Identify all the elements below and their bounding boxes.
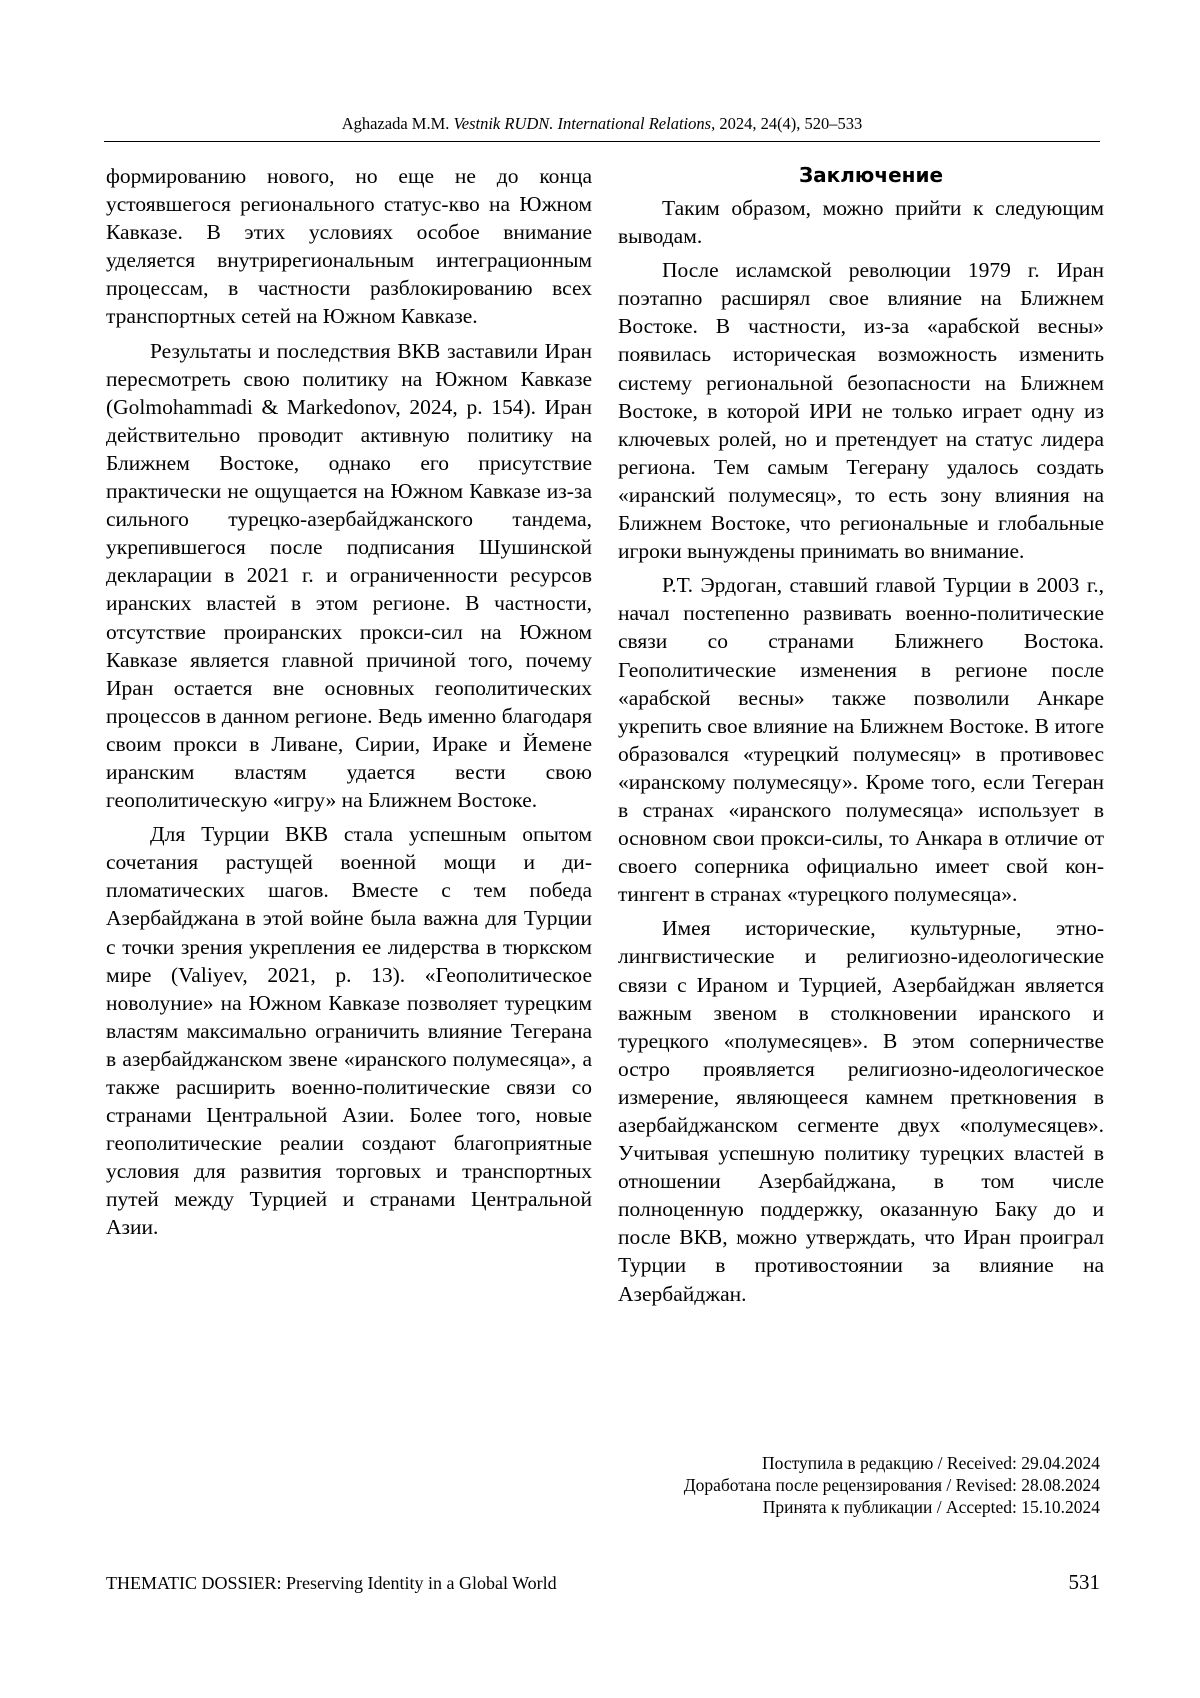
left-column bbox=[106, 162, 592, 1248]
left-paragraph-3: Для Турции ВКВ стала успешным опытом сочетания растущей военной мощи и дипломатических шагов. Вместе с тем победа Азербайджана в этой войне была важна для Турции с точки зрения укрепления ее лидерства в тюркском мире (Valiyev, 2021, p. 13). «Геополитическое новолуние» на Южном Кавказе позволяет турецким властям максимально ограничить влияние Тегерана в азербайджанском звене «иранского полумесяца», а также расширить военно-политические связи со странами Центральной Азии. Более того, новые геополитические реалии создают благоприятные условия для развития торговых и транспортных путей между Турцией и странами Центральной Азии. bbox=[106, 822, 592, 1240]
footer-dossier: THEMATIC DOSSIER: Preserving Identity in a Global World bbox=[106, 1573, 557, 1593]
header-details: , 2024, 24(4), 520–533 bbox=[711, 114, 863, 133]
page-number: 531 bbox=[1068, 1570, 1100, 1594]
right-paragraph-1: Таким образом, можно прийти к следующим выводам. bbox=[618, 196, 1104, 249]
right-column bbox=[618, 162, 1104, 1314]
right-paragraph-4: Имея исторические, культурные, этнолингвистические и религиозно-идеологические связи с Ираном и Турцией, Азербайджан является важным звеном в столкновении иранского и турецкого «полумесяцев». В этом соперничестве остро проявляется религиозно-идеологическое измерение, являющееся камнем преткновения в азербайджанском сегменте двух «полумесяцев». Учитывая успешную политику турецких властей в отношении Азербайджана, в том числе полноценную поддержку, оказанную Баку до и после ВКВ, можно утверждать, что Иран проиграл Турции в противостоянии за влияние на Азербайджан. bbox=[618, 916, 1104, 1306]
header-rule bbox=[104, 141, 1100, 142]
date-received: Поступила в редакцию / Received: 29.04.2024 bbox=[762, 1453, 1100, 1473]
conclusion-heading: Заключение bbox=[798, 163, 944, 187]
date-revised: Доработана после рецензирования / Revised: 28.08.2024 bbox=[683, 1475, 1100, 1495]
header-author: Aghazada M.M. bbox=[341, 114, 450, 133]
header-journal: Vestnik RUDN. International Relations bbox=[453, 114, 712, 133]
article-dates bbox=[684, 1452, 1100, 1518]
running-header bbox=[104, 114, 1100, 134]
right-paragraph-3: Р.Т. Эрдоган, ставший главой Турции в 2003 г., начал постепенно развивать военно-политические связи со странами Ближнего Востока. Геополитические изменения в регионе после «арабской весны» также позволили Анкаре укрепить свое влияние на Ближнем Востоке. В итоге образовался «турецкий полумесяц» в противовес «иранскому полумесяцу». Кроме того, если Тегеран в странах «иранского полумесяца» использует в основном свои прокси-силы, то Анкара в отличие от своего соперника официально имеет свой контингент в странах «турецкого полумесяца». bbox=[618, 573, 1104, 907]
date-accepted: Принята к публикации / Accepted: 15.10.2024 bbox=[762, 1497, 1100, 1517]
left-paragraph-2: Результаты и последствия ВКВ заставили Иран пересмотреть свою политику на Южном Кавказе (Golmohammadi & Markedonov, 2024, p. 154). Иран действительно проводит активную политику на Ближнем Востоке, однако его присутствие практически не ощущается на Южном Кавказе из-за сильного турецко-азербайджанского тандема, укрепившегося после подписания Шушинской декларации в 2021 г. и ограниченности ресурсов иранских властей в этом регионе. В частности, отсутствие проиранских прокси-сил на Южном Кавказе является главной причиной того, почему Иран остается вне основных геополитических процессов в данном регионе. Ведь именно благодаря своим прокси в Ливане, Сирии, Ираке и Йемене иранским властям удается вести свою геополитическую «игру» на Ближнем Востоке. bbox=[106, 338, 592, 813]
left-paragraph-1: формированию нового, но еще не до конца устоявшегося регионального статус-кво на Южном Кавказе. В этих условиях особое внимание уделяется внутрирегиональным интеграционным процессам, в частности разблокированию всех транспортных сетей на Южном Кавказе. bbox=[106, 164, 592, 329]
right-paragraph-2: После исламской революции 1979 г. Иран поэтапно расширял свое влияние на Ближнем Востоке. В частности, из-за «арабской весны» появилась историческая возможность изменить систему региональной безопасности на Ближнем Востоке, в которой ИРИ не только играет одну из ключевых ролей, но и претендует на статус лидера региона. Тем самым Тегерану удалось создать «иранский полумесяц», то есть зону влияния на Ближнем Востоке, что региональные и глобальные игроки вынуждены принимать во внимание. bbox=[618, 258, 1104, 564]
